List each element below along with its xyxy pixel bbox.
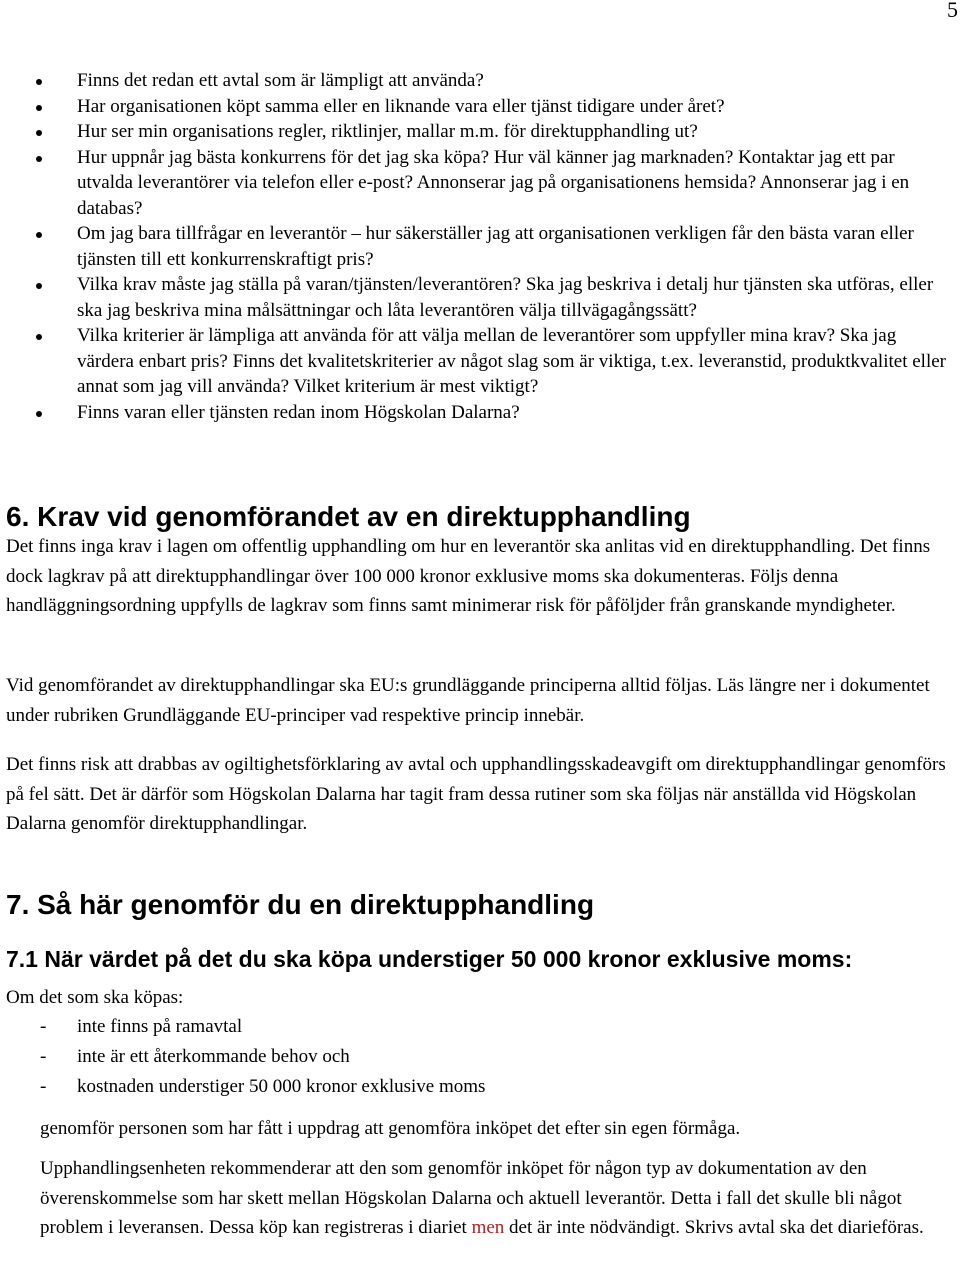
section-7-heading: 7. Så här genomför du en direktupphandling (6, 889, 595, 920)
bullet-icon (36, 130, 42, 136)
list-item (0, 1042, 485, 1072)
page-number: 5 (947, 0, 958, 22)
recommendation-text-end: det är inte nödvändigt. Skrivs avtal ska det diarieföras. (504, 1217, 924, 1238)
dash-item-text: inte är ett återkommande behov och (77, 1046, 350, 1067)
list-item (0, 323, 960, 400)
section-6-paragraph-2: Vid genomförandet av direktupphandlingar ska EU:s grundläggande principerna alltid följas. Läs längre ner i dokumentet under rubriken Grundläggande EU-principer vad respektive princip innebär. (6, 675, 930, 726)
bullet-text: Vilka krav måste jag ställa på varan/tjänsten/leverantören? Ska jag beskriva i detalj hur tjänsten ska utföras, eller ska jag beskriva mina målsättningar och låta leverantören välja tillvägagångssätt? (77, 274, 934, 321)
bullet-text: Om jag bara tillfrågar en leverantör – hur säkerställer jag att organisationen verkligen får den bästa varan eller tjänsten till ett konkurrenskraftigt pris? (77, 223, 914, 270)
section-7-1-heading: 7.1 När värdet på det du ska köpa understiger 50 000 kronor exklusive moms: (6, 946, 853, 972)
bullet-icon (36, 105, 42, 111)
section-6-paragraph-1: Det finns inga krav i lagen om offentlig upphandling om hur en leverantör ska anlitas vid en direktupphandling. Det finns dock lagkrav på att direktupphandlingar över 100 000 kronor exklusive moms ska dokumenteras. Följs denna handläggningsordning uppfylls de lagkrav som finns samt minimerar risk för påföljder från granskande myndigheter. (6, 536, 931, 616)
list-item (0, 145, 960, 222)
bullet-icon (36, 334, 42, 340)
dash-marker: - (40, 1016, 47, 1037)
list-item (0, 94, 960, 120)
recommendation-text-start: Upphandlingsenheten rekommenderar att den som genomför inköpet för någon typ av dokumentation av den överenskommelse som har skett mellan Högskolan Dalarna och aktuell leverantör. Detta i fall det skulle bli något problem i leveransen. Dessa köp kan registreras i diariet (40, 1158, 902, 1238)
list-item (0, 400, 960, 426)
list-item (0, 221, 960, 272)
bullet-icon (36, 411, 42, 417)
list-item (0, 1012, 485, 1042)
dash-item-text: kostnaden understiger 50 000 kronor exklusive moms (77, 1076, 486, 1097)
section-6-heading: 6. Krav vid genomförandet av en direktupphandling (6, 501, 691, 532)
section-7-intro: Om det som ska köpas: (6, 987, 184, 1008)
section-6-paragraph-3: Det finns risk att drabbas av ogiltighetsförklaring av avtal och upphandlingsskadeavgift om direktupphandlingar genomförs på fel sätt. Det är därför som Högskolan Dalarna har tagit fram dessa rutiner som ska följas när anställda vid Högskolan Dalarna genomför direktupphandlingar. (6, 754, 946, 834)
bullet-icon (36, 232, 42, 238)
dash-marker: - (40, 1076, 47, 1097)
bullet-text: Vilka kriterier är lämpliga att använda för att välja mellan de leverantörer som uppfyller mina krav? Ska jag värdera enbart pris? Finns det kvalitetskriterier av något slag som är viktiga, t.ex. leveranstid, produktkvalitet eller annat som jag vill använda? Vilket kriterium är mest viktigt? (77, 325, 946, 397)
list-item (0, 272, 960, 323)
bullet-icon (36, 79, 42, 85)
after-list-paragraph: genomför personen som har fått i uppdrag att genomföra inköpet det efter sin egen förmåga. (40, 1118, 741, 1139)
bullet-icon (36, 283, 42, 289)
bullet-text: Hur ser min organisations regler, riktlinjer, mallar m.m. för direktupphandling ut? (77, 121, 698, 142)
highlighted-word: men (471, 1217, 505, 1238)
list-item (0, 1072, 485, 1102)
question-bullet-list (0, 68, 960, 425)
list-item (0, 68, 960, 94)
list-item (0, 119, 960, 145)
recommendation-paragraph (40, 1154, 952, 1243)
criteria-dash-list (0, 1012, 485, 1102)
bullet-text: Hur uppnår jag bästa konkurrens för det jag ska köpa? Hur väl känner jag marknaden? Kontaktar jag ett par utvalda leverantörer via telefon eller e-post? Annonserar jag på organisationens hemsida? Annonserar jag i en databas? (77, 146, 910, 219)
bullet-text: Finns det redan ett avtal som är lämpligt att använda? (77, 70, 484, 91)
bullet-text: Har organisationen köpt samma eller en liknande vara eller tjänst tidigare under året? (77, 95, 725, 117)
dash-marker: - (40, 1046, 47, 1067)
bullet-text: Finns varan eller tjänsten redan inom Högskolan Dalarna? (77, 401, 520, 423)
bullet-icon (36, 156, 42, 162)
dash-item-text: inte finns på ramavtal (77, 1016, 243, 1037)
